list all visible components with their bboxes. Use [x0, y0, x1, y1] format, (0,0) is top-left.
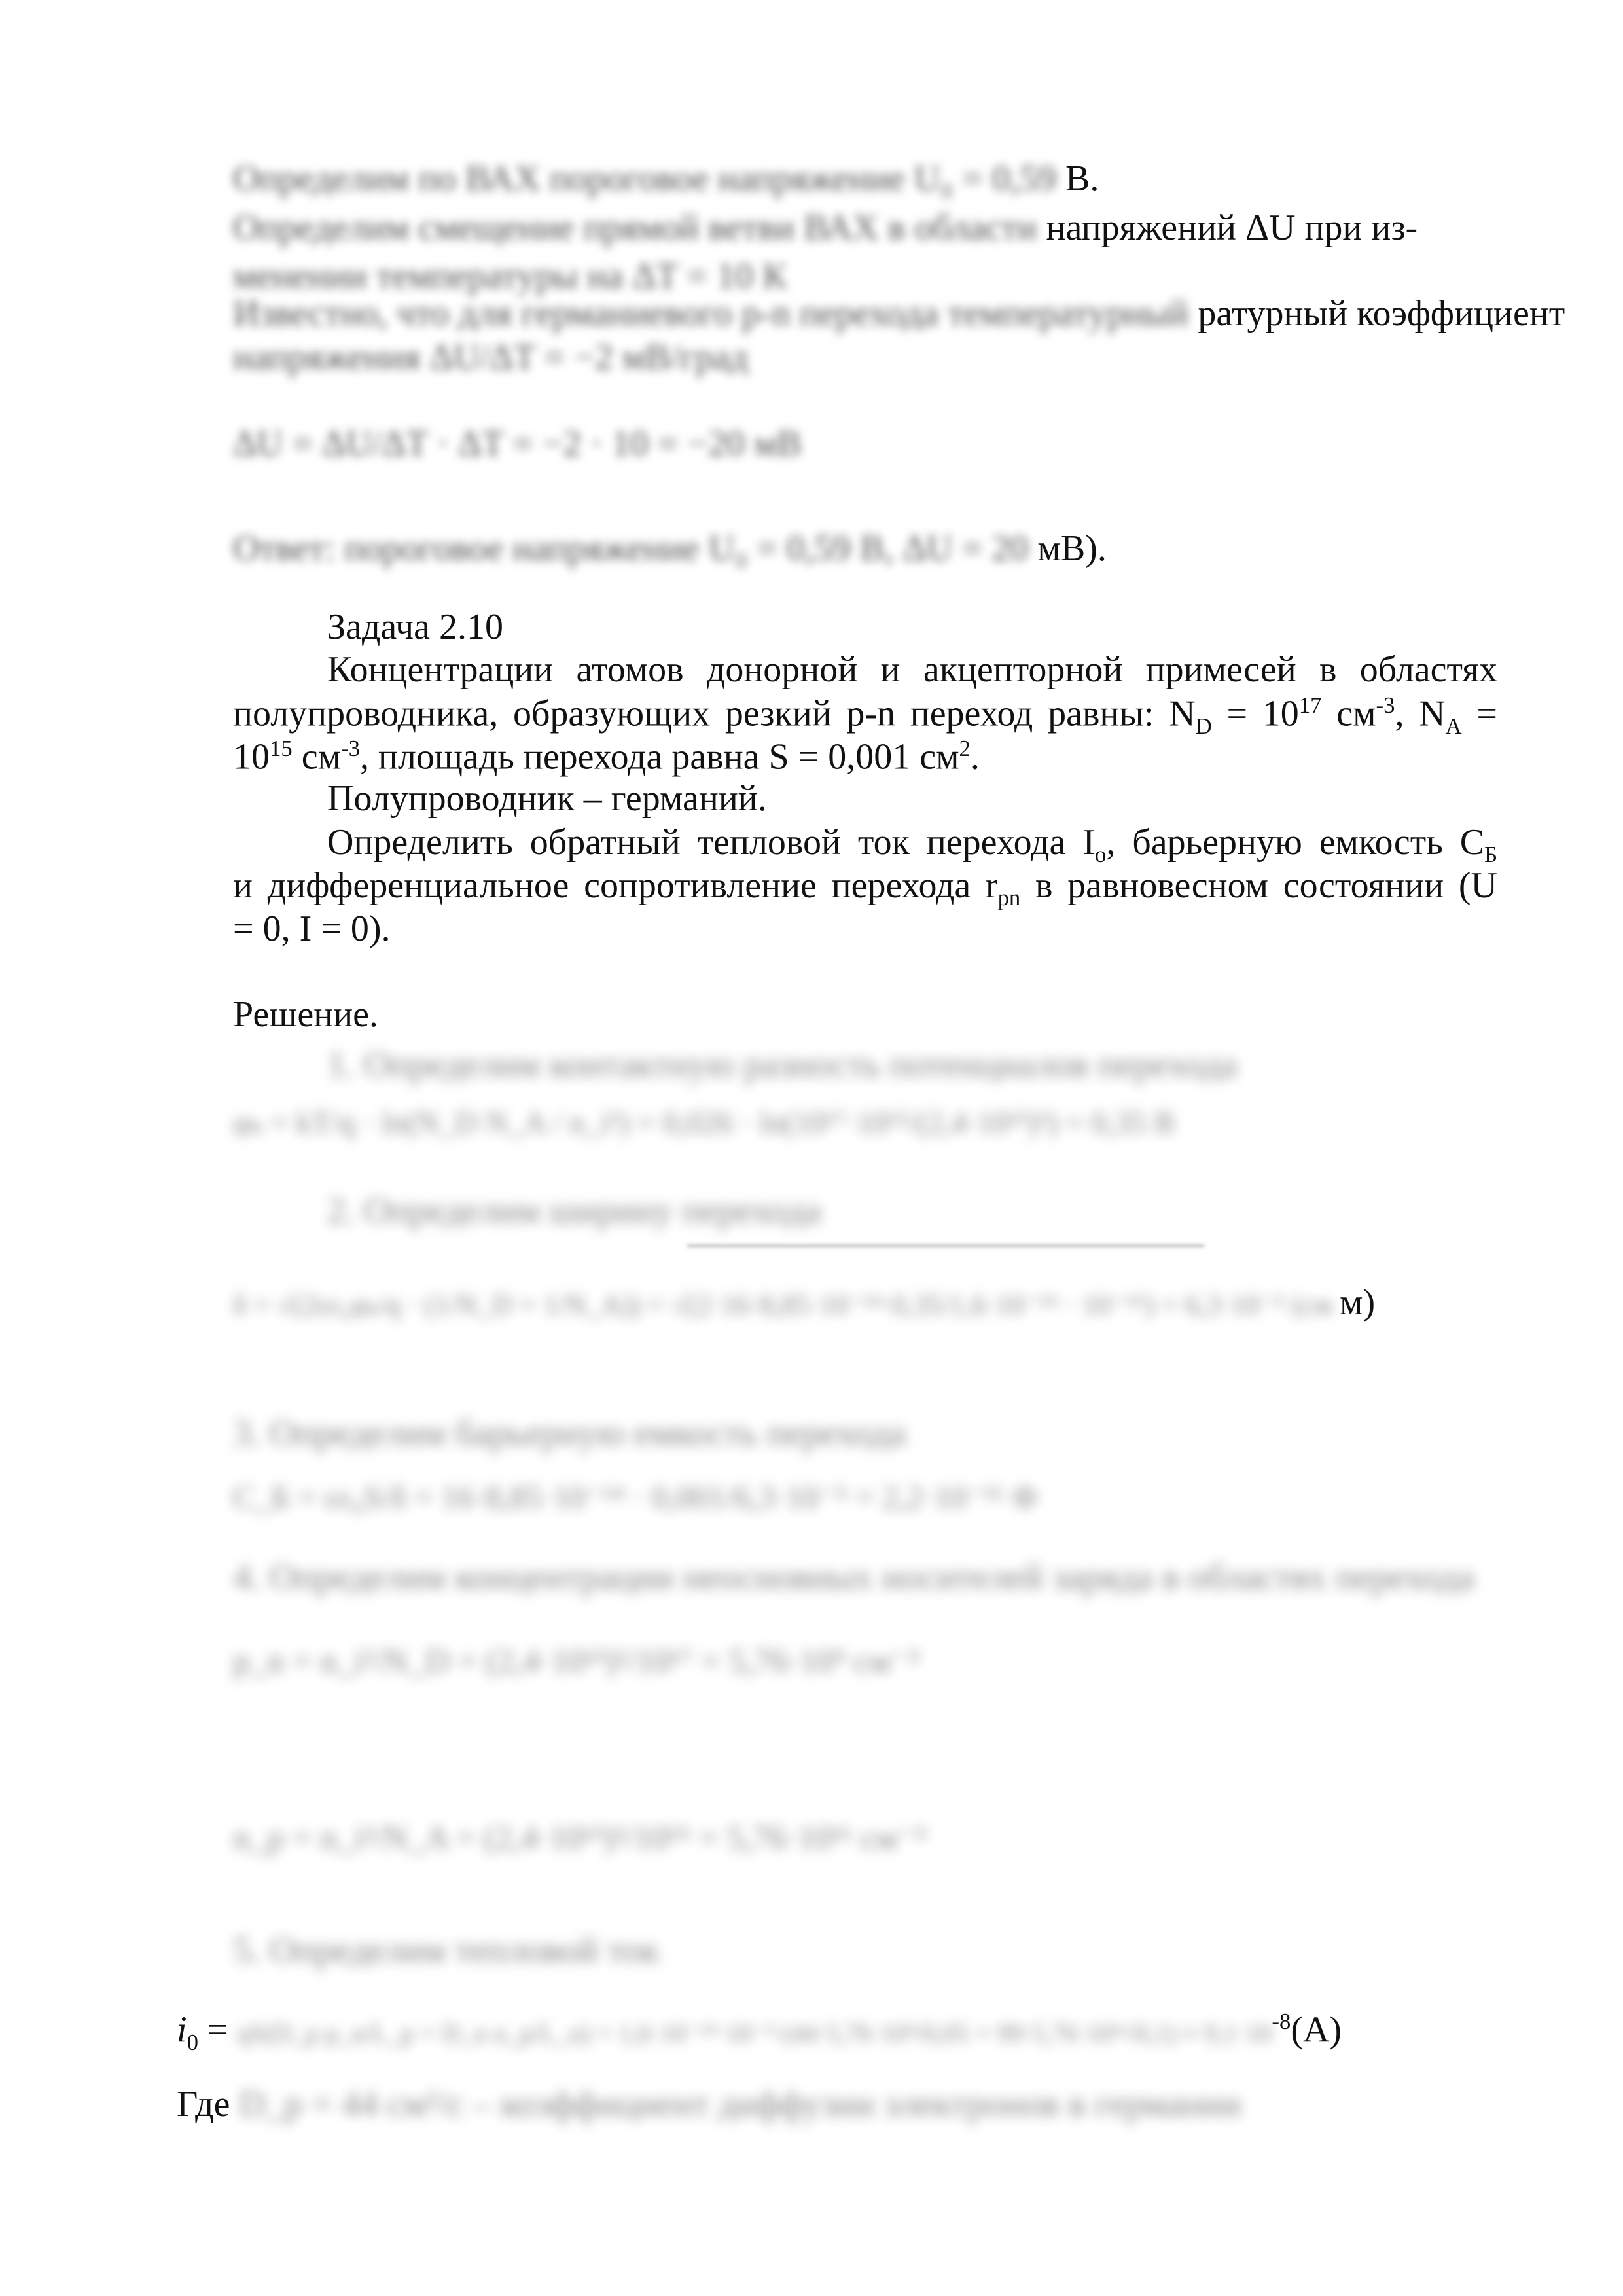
- step1-formula: [233, 1106, 1175, 1141]
- task-title: Задача 2.10: [327, 607, 504, 647]
- step4-text: [233, 1558, 1474, 1598]
- task-p1-l3-c: , площадь перехода равна S = 0,001 см: [359, 736, 959, 778]
- top-formula-blurred: ΔU = ΔU/ΔT · ΔT = −2 · 10 = −20 мВ: [233, 423, 802, 464]
- i0-equals: =: [198, 2009, 228, 2051]
- task-p1-l3-sup-15: 15: [270, 736, 293, 761]
- task-p1-l2-sup-m3: -3: [1376, 692, 1395, 718]
- task-p3-l2-sub-pn: pn: [997, 885, 1021, 911]
- task-p3-line3: = 0, I = 0).: [233, 908, 391, 949]
- top-line-2-visible: напряжений ΔU при из-: [1046, 207, 1418, 248]
- task-p1-l3-d: .: [970, 736, 980, 778]
- task-p1-line2: [233, 693, 1497, 739]
- solution-heading: Решение.: [233, 994, 379, 1035]
- step5-blurred: 5. Определим тепловой ток: [233, 1930, 660, 1971]
- top-line-5: [233, 338, 748, 378]
- step2-text: [327, 1191, 821, 1232]
- task-p1-l2-sup-17: 17: [1298, 692, 1322, 718]
- task-p3-line2: [233, 866, 1497, 910]
- top-line-5-blurred: напряжения ΔU/ΔT = −2 мВ/град: [233, 337, 749, 378]
- top-formula: [233, 424, 802, 465]
- step3-formula: [233, 1479, 1038, 1515]
- step2-formula-blurred: δ = √(2εε₀φₖ/q · (1/N_D + 1/N_A)) = √(2·16·8,85·10⁻¹⁴·0,35/1,6·10⁻¹⁹ · 10⁻¹⁵) = 6,3·10⁻⁵ (см: [233, 1289, 1333, 1321]
- step4-formula1: [233, 1643, 919, 1680]
- answer-line: [233, 529, 1107, 569]
- task-p1-line3: [233, 736, 980, 778]
- top-line-4: [233, 294, 1565, 334]
- task-p2: Полупроводник – германий.: [327, 778, 767, 819]
- top-line-3: [233, 257, 787, 297]
- top-line-4-visible: ратурный коэффициент: [1198, 293, 1565, 334]
- i0-formula-blurred: qS(D_p p_n/L_p + D_n n_p/L_n) = 1,6·10⁻¹⁹·10⁻³·(44·5,76·10⁹/0,05 + 99·5,76·10¹¹/0,1) ≈ 9,1·10: [237, 2018, 1272, 2048]
- step3-blurred: 3. Определим барьерную емкость перехода: [233, 1413, 906, 1454]
- top-line-2-blurred: Определим смещение прямой ветви ВАХ в области: [233, 207, 1037, 248]
- step5-text: [233, 1931, 659, 1971]
- task-p1-l2-c: см: [1321, 693, 1376, 734]
- where-visible: Где: [177, 2084, 230, 2125]
- step3-text: [233, 1414, 906, 1454]
- task-p1-l3-b: см: [292, 736, 342, 778]
- i0-symbol: i: [177, 2009, 187, 2051]
- top-line-2: [233, 208, 1418, 249]
- sqrt-bar: [687, 1245, 1204, 1247]
- top-line-1-blurred: Определим по ВАХ пороговое напряжение U₀ = 0,59: [233, 158, 1057, 199]
- step1-formula-blurred: φₖ = kT/q · ln(N_D N_A / n_i²) = 0,026 · ln(10¹⁷·10¹⁵/(2,4·10¹³)²) = 0,35 В: [233, 1105, 1175, 1140]
- where-line: [177, 2085, 1241, 2125]
- where-blurred: D_p = 44 см²/с – коэффициент диффузии электронов в германии: [239, 2084, 1241, 2125]
- task-p1-l2-d: , N: [1395, 693, 1446, 734]
- step2-blurred: 2. Определим ширину перехода: [327, 1191, 821, 1231]
- task-p1-l2-e: =: [1461, 693, 1497, 734]
- step1-text: [327, 1045, 1237, 1086]
- i0-subscript: 0: [187, 2029, 198, 2055]
- task-p1-l2-sub-a: A: [1445, 713, 1462, 739]
- task-p1-l3-a: 10: [233, 736, 270, 778]
- step2-formula: [233, 1283, 1375, 1323]
- task-p1-l3-sup-m3: -3: [341, 736, 360, 761]
- task-p3-l1-a: Определить обратный тепловой ток перехода I: [327, 822, 1095, 863]
- step4-formula2: [233, 1820, 925, 1857]
- task-p1-line1: Концентрации атомов донорной и акцепторной примесей в областях: [327, 649, 1497, 690]
- i0-formula-line: [177, 2009, 1342, 2055]
- task-p3-line1: [327, 823, 1497, 867]
- task-p1-l3-sup-2: 2: [959, 736, 971, 761]
- task-p1-l2-sub-d: D: [1195, 713, 1212, 739]
- task-p3-l1-sub-b: Б: [1484, 842, 1497, 868]
- task-p3-l1-sub-o: o: [1094, 842, 1107, 868]
- i0-exponent: -8: [1272, 2009, 1291, 2034]
- top-line-1: [233, 159, 1099, 200]
- top-line-4-blurred: Известно, что для германиевого p-n перехода температурный: [233, 293, 1189, 334]
- top-line-1-visible: В.: [1065, 158, 1099, 199]
- task-p3-l2-a: и дифференциальное сопротивление перехода r: [233, 865, 998, 906]
- task-p3-l2-b: в равновесном состоянии (U: [1020, 865, 1497, 906]
- step2-visible: м): [1340, 1282, 1376, 1323]
- task-p1-l2-a: полупроводника, образующих резкий p-n переход равны: N: [233, 693, 1196, 734]
- top-line-3-blurred: менении температуры на ΔT = 10 К: [233, 256, 787, 296]
- step4-formula1-blurred: p_n = n_i²/N_D = (2,4·10¹³)²/10¹⁷ = 5,76·10⁹ см⁻³: [233, 1643, 919, 1680]
- step4-blurred: 4. Определим концентрации неосновных носителей заряда в областях перехода: [233, 1557, 1474, 1598]
- answer-blurred: Ответ: пороговое напряжение U₀ = 0,59 В, ΔU = 20: [233, 528, 1029, 569]
- step3-formula-blurred: C_Б = εε₀S/δ = 16·8,85·10⁻¹⁴ · 0,001/6,3·10⁻⁵ = 2,2·10⁻¹¹ Ф: [233, 1479, 1038, 1515]
- task-p1-l2-b: = 10: [1211, 693, 1299, 734]
- task-p3-l1-b: , барьерную емкость C: [1106, 822, 1485, 863]
- i0-unit: (А): [1291, 2009, 1342, 2051]
- step4-formula2-blurred: n_p = n_i²/N_A = (2,4·10¹³)²/10¹⁵ = 5,76·10¹¹ см⁻³: [233, 1820, 926, 1857]
- answer-visible: мВ).: [1037, 528, 1107, 569]
- step1-blurred: 1. Определим контактную разность потенциалов перехода: [327, 1045, 1238, 1085]
